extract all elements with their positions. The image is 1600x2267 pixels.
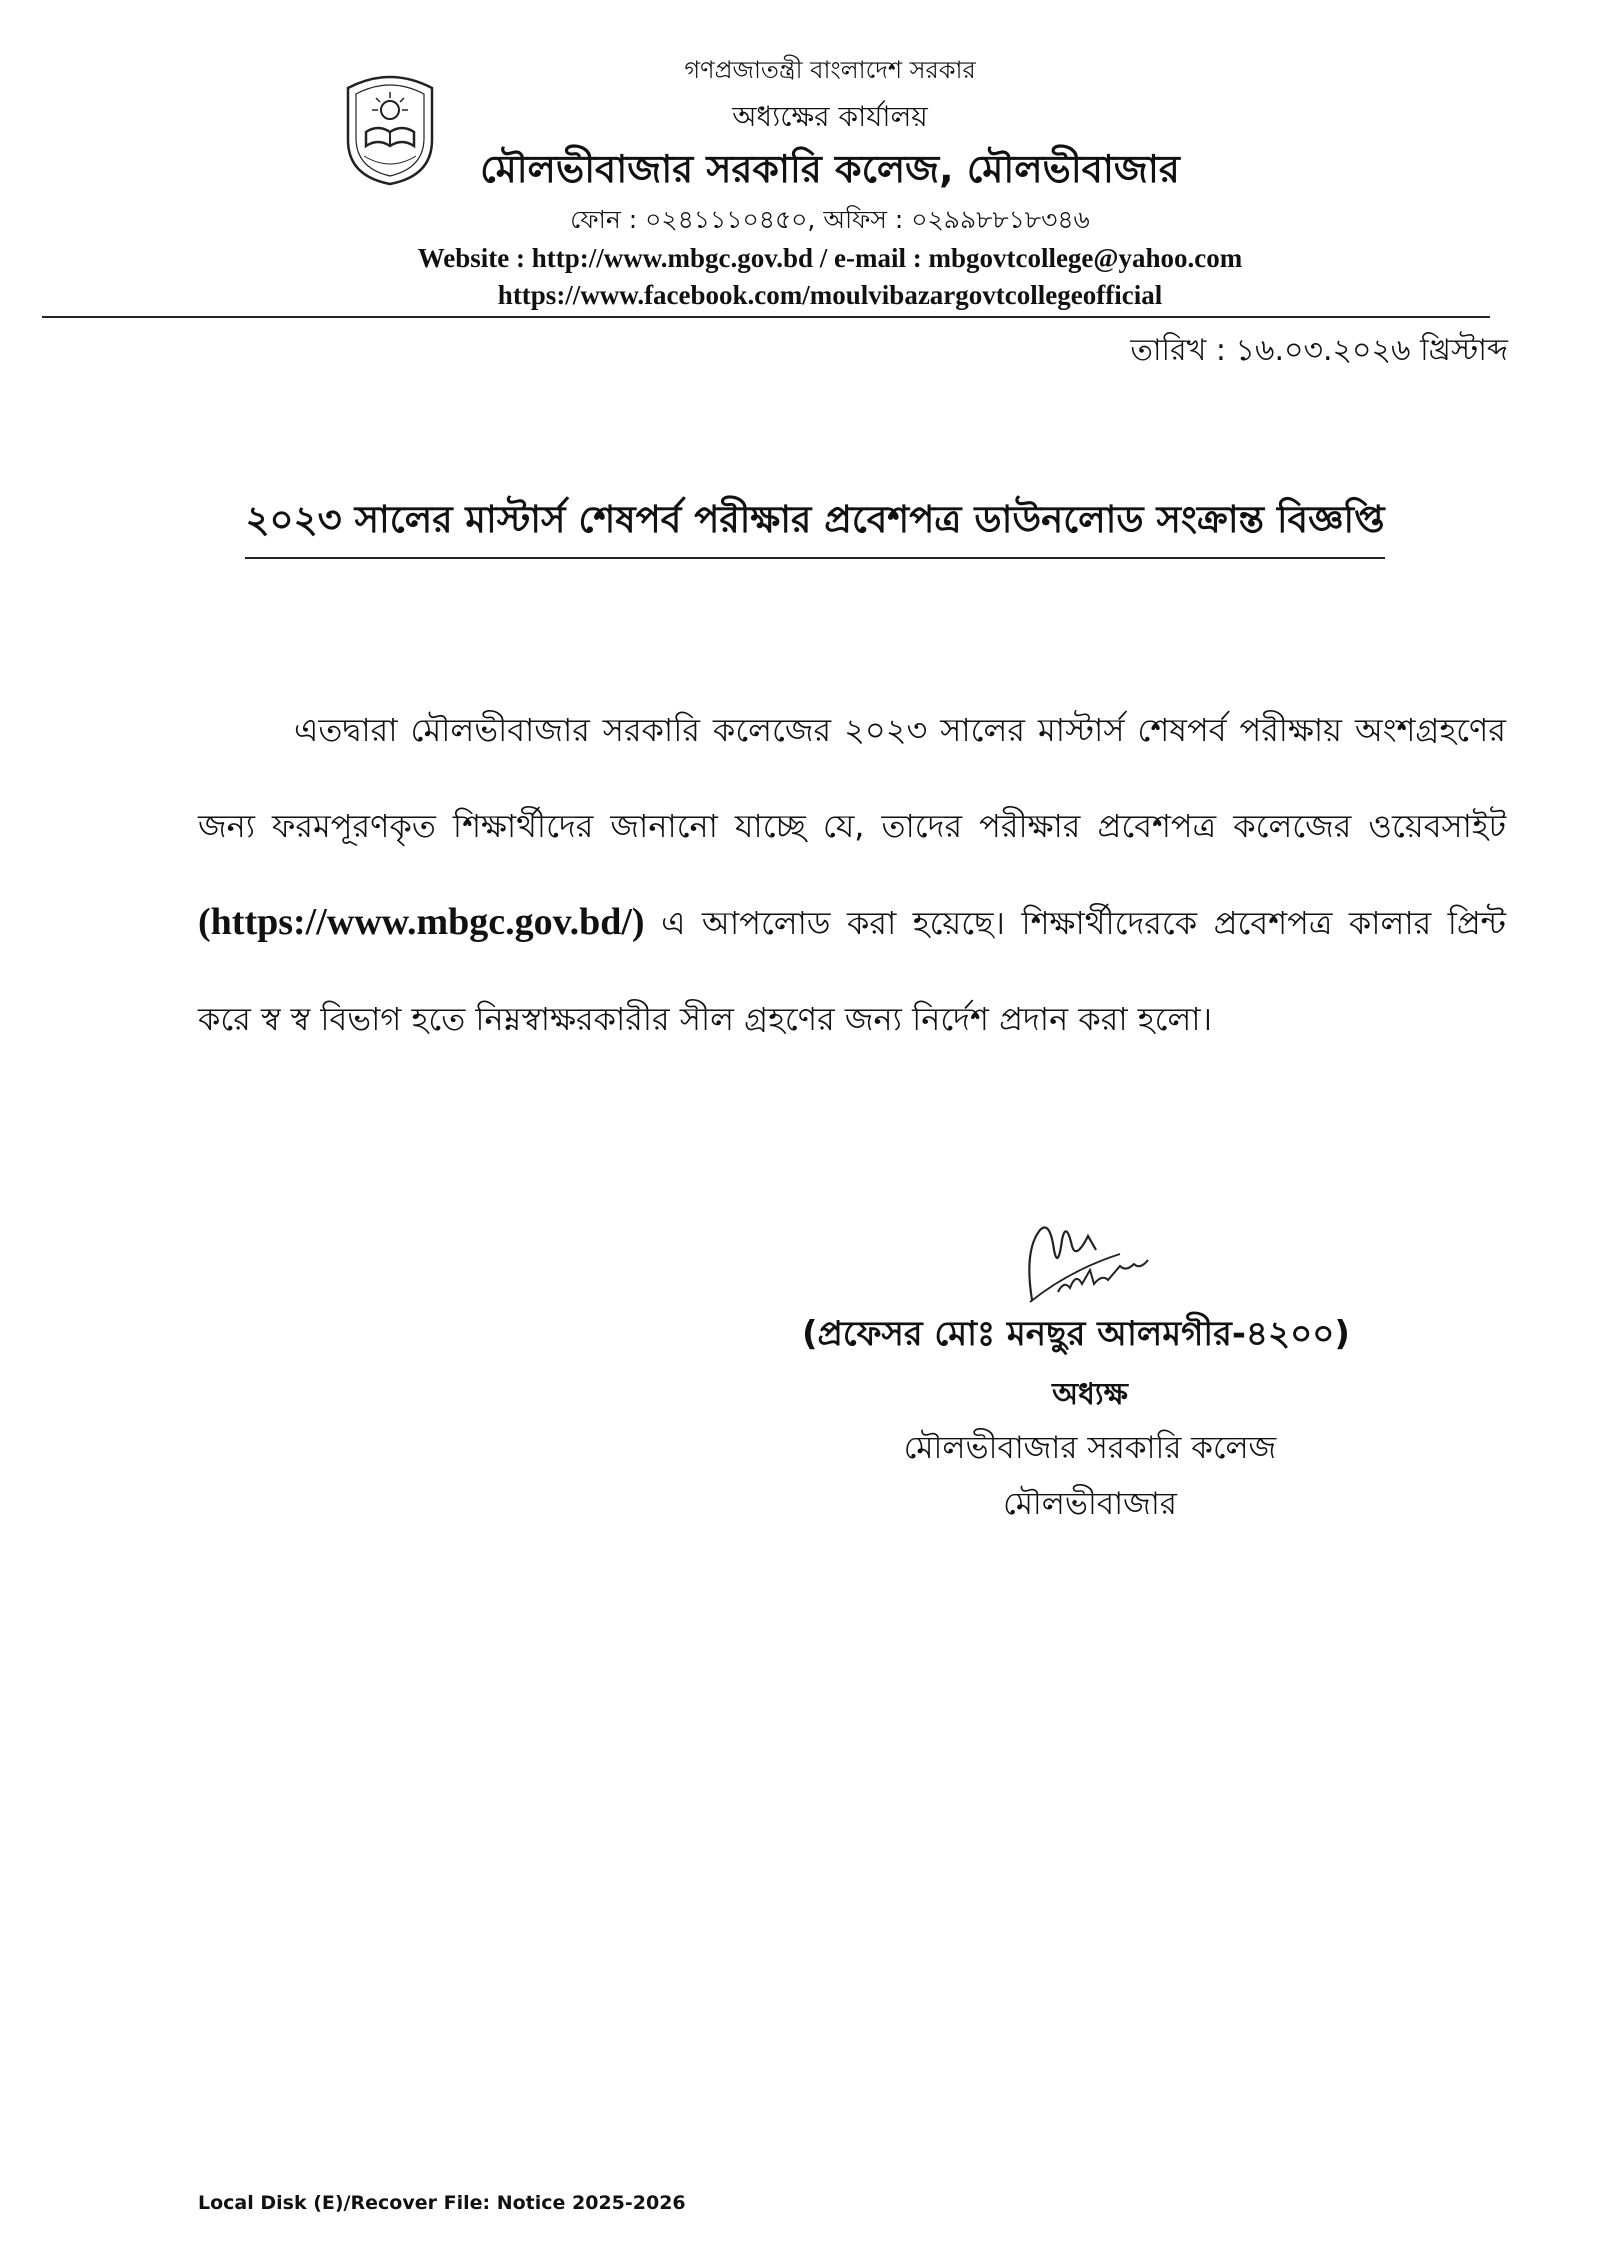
header-divider xyxy=(42,316,1490,318)
signatory-designation: অধ্যক্ষ xyxy=(1052,1377,1128,1412)
website-email-line: Website : http://www.mbgc.gov.bd / e-mail : mbgovtcollege@yahoo.com xyxy=(417,243,1243,273)
office-heading: অধ্যক্ষের কার্যালয় xyxy=(732,100,928,133)
phone-line: ফোন : ০২৪১১১০৪৫০, অফিস : ০২৯৯৮৮১৮৩৪৬ xyxy=(570,205,1090,234)
signatory-name: (প্রফেসর মোঃ মনছুর আলমগীর-৪২০০) xyxy=(802,1314,1350,1354)
government-heading: গণপ্রজাতন্ত্রী বাংলাদেশ সরকার xyxy=(684,56,976,84)
notice-body xyxy=(198,682,1506,1067)
website-url: (https://www.mbgc.gov.bd/) xyxy=(198,901,645,943)
body-text-part-1: এতদ্বারা মৌলভীবাজার সরকারি কলেজের ২০২৩ সালের মাস্টার্স শেষপর্ব পরীক্ষায় অংশগ্রহণের জন্য ফরমপূরণকৃত শিক্ষার্থীদের জানানো যাচ্ছে যে, তাদের পরীক্ষার প্রবেশপত্র কলেজের ওয়েবসাইট xyxy=(198,711,1506,845)
facebook-link: https://www.facebook.com/moulvibazargovtcollegeofficial xyxy=(497,280,1163,310)
signatory-city: মৌলভীবাজার xyxy=(1003,1486,1177,1522)
college-name: মৌলভীবাজার সরকারি কলেজ, মৌলভীবাজার xyxy=(480,147,1180,191)
file-path-footer: Local Disk (E)/Recover File: Notice 2025-2026 xyxy=(198,2192,686,2214)
notice-title: ২০২৩ সালের মাস্টার্স শেষপর্ব পরীক্ষার প্রবেশপত্র ডাউনলোড সংক্রান্ত বিজ্ঞপ্তি xyxy=(245,490,1384,559)
notice-date: তারিখ : ১৬.০৩.২০২৬ খ্রিস্টাব্দ xyxy=(1130,333,1508,368)
body-text-part-2: এ আপলোড করা হয়েছে। শিক্ষার্থীদেরকে প্রবেশপত্র কালার প্রিন্ট করে স্ব স্ব বিভাগ হতে নিম্নস্বাক্ষরকারীর সীল গ্রহণের জন্য নির্দেশ প্রদান করা হলো। xyxy=(198,904,1506,1038)
notice-title-wrap xyxy=(0,490,1600,559)
signatory-college: মৌলভীবাজার সরকারি কলেজ xyxy=(903,1430,1277,1466)
handwritten-signature xyxy=(1010,1210,1180,1320)
